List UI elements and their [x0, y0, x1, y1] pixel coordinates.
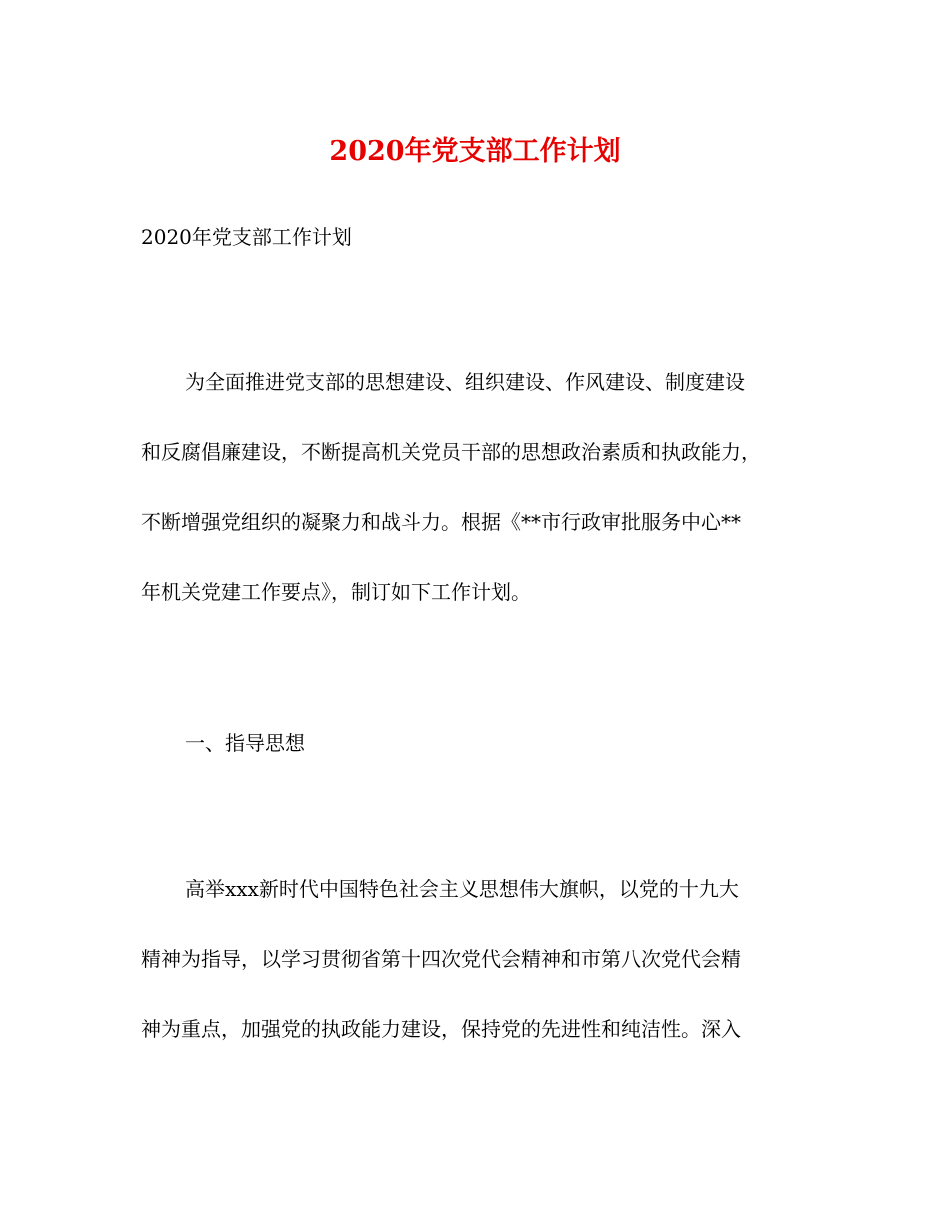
paragraph-1-line-2: 和反腐倡廉建设，不断提高机关党员干部的思想政治素质和执政能力，: [141, 440, 761, 464]
document-title: 2020年党支部工作计划: [329, 136, 621, 167]
document-subtitle: 2020年党支部工作计划: [141, 225, 352, 249]
paragraph-2-line-2: 精神为指导，以学习贯彻省第十四次党代会精神和市第八次党代会精: [141, 947, 741, 971]
section-1-heading: 一、指导思想: [185, 731, 305, 755]
paragraph-1-line-1: 为全面推进党支部的思想建设、组织建设、作风建设、制度建设: [185, 370, 745, 394]
paragraph-2-line-3: 神为重点，加强党的执政能力建设，保持党的先进性和纯洁性。深入: [141, 1017, 741, 1041]
paragraph-1-line-4: 年机关党建工作要点》，制订如下工作计划。: [141, 580, 531, 604]
paragraph-2-line-1: 高举xxx新时代中国特色社会主义思想伟大旗帜，以党的十九大: [185, 877, 739, 901]
paragraph-1-line-3: 不断增强党组织的凝聚力和战斗力。根据《**市行政审批服务中心**: [141, 510, 741, 534]
